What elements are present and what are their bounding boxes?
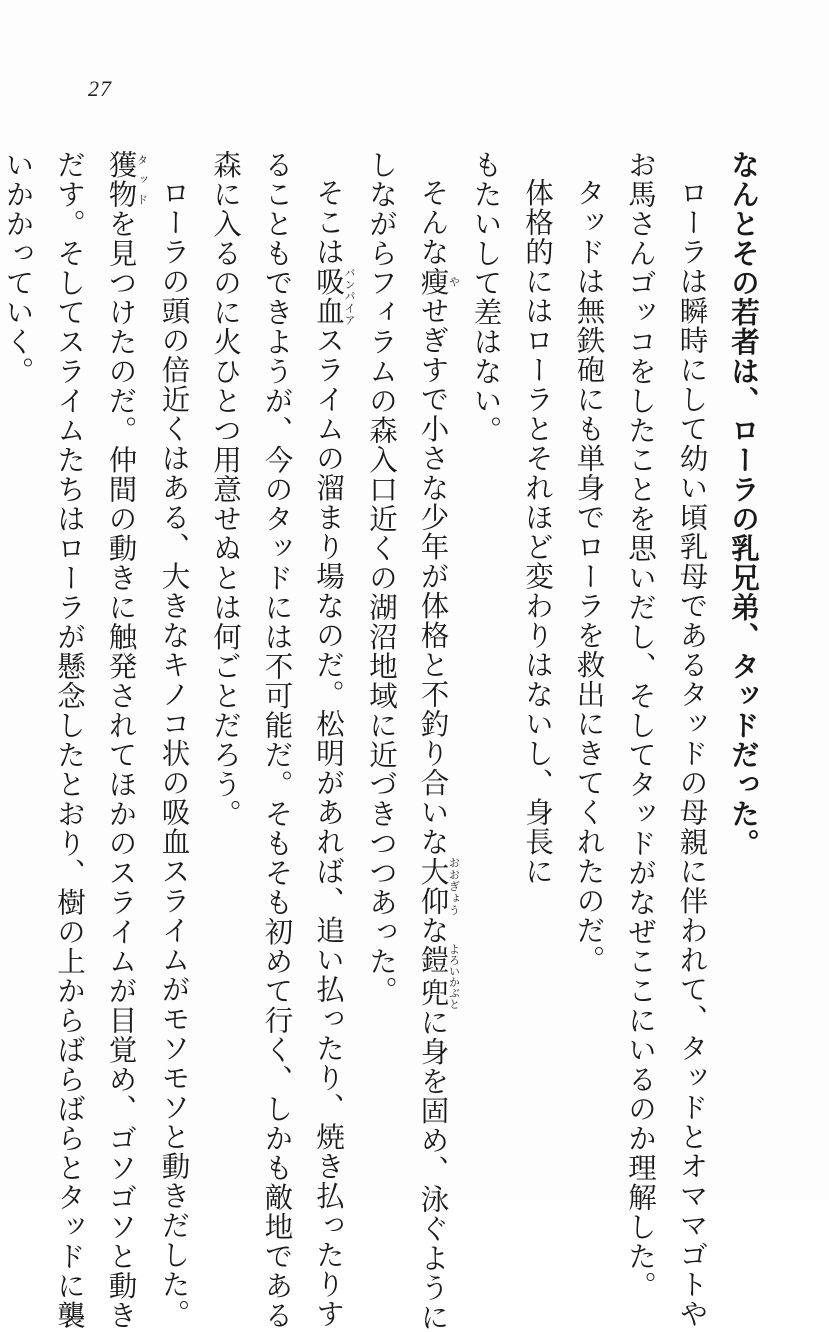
text-line (666, 150, 718, 1160)
text-line (615, 150, 667, 1160)
ruby-word (417, 945, 450, 1008)
ruby-word (417, 267, 450, 297)
text-segment: ローラの頭の倍近くはある、大きなキノコ状の吸血スライムがモソモソと動きだした。 (158, 178, 191, 1329)
text-line (407, 150, 460, 1160)
text-segment: そんな (417, 178, 450, 267)
text-segment: 体格的にはローラとそれほど変わりはないし、身長に (521, 178, 554, 886)
text-line (303, 150, 356, 1160)
ruby-base: 獲物 (105, 150, 138, 209)
ruby-word (417, 857, 450, 916)
text-segment: せぎすで小さな少年が体格と不釣り合いな (417, 296, 450, 857)
ruby-reading: バンパイア (343, 267, 356, 326)
text-segment: お馬さんゴッコをしたことを思いだし、そしてタッドがなぜここにいるのか理解した。 (624, 150, 657, 1301)
text-line (95, 150, 148, 1160)
text-line (563, 150, 615, 1160)
text-segment: もたいして差はない。 (470, 150, 503, 445)
text-line (148, 150, 200, 1160)
text-segment: ることもできようが、今のタッドには不可能だ。そもそも初めて行く、しかも敵地である (261, 150, 294, 1330)
ruby-reading: タッド (136, 150, 149, 209)
ruby-base: 瘦 (417, 267, 450, 297)
ruby-word (105, 150, 138, 209)
text-segment: を見つけたのだ。仲間の動きに触発されてほかのスライムが目覚め、ゴソゴソと動き (105, 209, 138, 1330)
text-line (718, 150, 770, 1160)
text-segment: ローラは瞬時にして幼い頃乳母であるタッドの母親に伴われて、タッドとオママゴトや (676, 178, 709, 1329)
text-segment: タッドは無鉄砲にも単身でローラを救出にきてくれたのだ。 (573, 178, 606, 975)
text-line (0, 150, 44, 1160)
text-segment: だす。そしてスライムたちはローラが懸念したとおり、樹の上からばらばらとタッドに襲 (53, 150, 86, 1330)
vertical-text-body (49, 150, 769, 1160)
text-segment: しながらフィラムの森入口近くの湖沼地域に近づきつつあった。 (365, 150, 398, 1006)
text-segment: スライムの溜まり場なのだ。松明があれば、追い払ったり、焼き払ったりす (312, 326, 345, 1329)
page-number: 27 (88, 76, 112, 102)
ruby-base: 鎧兜 (417, 943, 450, 1009)
ruby-base: 吸血 (312, 267, 345, 326)
text-line (512, 150, 564, 1160)
text-segment: 森に入るのに火ひとつ用意せぬとは何ごとだろう。 (209, 150, 242, 829)
ruby-reading: や (448, 267, 461, 297)
ruby-word (312, 267, 345, 326)
text-line (251, 150, 303, 1160)
text-segment: いかかっていく。 (2, 150, 35, 386)
ruby-base: 大仰 (417, 857, 450, 916)
text-line (200, 150, 252, 1160)
text-segment: な (417, 916, 450, 946)
text-line (44, 150, 96, 1160)
text-line (356, 150, 408, 1160)
ruby-reading: よろいかぶと (448, 943, 461, 1009)
text-segment: そこは (312, 178, 345, 267)
text-line (460, 150, 512, 1160)
text-segment: なんとその若者は、ローラの乳兄弟、タッドだった。 (727, 150, 760, 858)
ruby-reading: おおぎょう (448, 857, 461, 916)
text-segment: に身を固め、泳ぐように (417, 1008, 450, 1332)
